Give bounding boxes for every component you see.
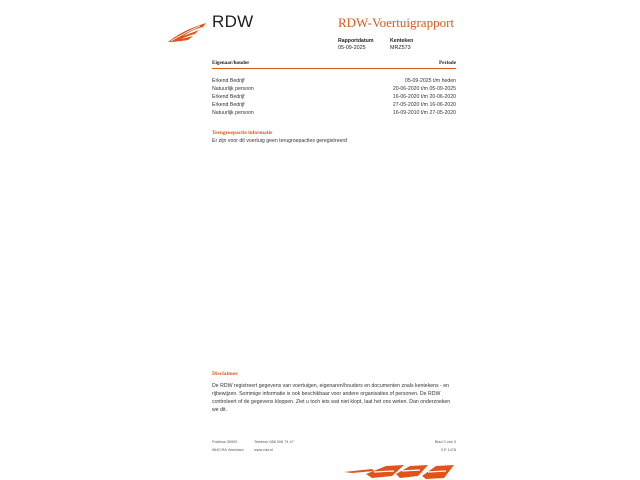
- report-title: RDW-Voertuigrapport: [338, 15, 455, 30]
- table-row: [212, 93, 456, 101]
- holder-cell: Natuurlijk persoon: [212, 86, 254, 92]
- table-row: [212, 77, 456, 85]
- report-date-label: Rapportdatum: [338, 38, 374, 44]
- footer-website: www.rdw.nl: [254, 448, 273, 452]
- report-date-value: 05-09-2025: [338, 45, 366, 51]
- ownership-table-header: [212, 60, 456, 69]
- column-header-holder: Eigenaar/houder: [212, 60, 250, 66]
- footer-document-code: 3 E 1478: [440, 448, 456, 452]
- table-row: [212, 109, 456, 117]
- footer-page-number: Blad 3 van 3: [434, 440, 456, 444]
- period-cell: 16-09-2010 t/m 27-05-2020: [392, 110, 456, 116]
- holder-cell: Erkend Bedrijf: [212, 78, 245, 84]
- holder-cell: Erkend Bedrijf: [212, 102, 245, 108]
- period-cell: 27-05-2020 t/m 16-06-2020: [392, 102, 456, 108]
- footer-stripes-decoration: [344, 462, 464, 480]
- period-cell: 05-09-2025 t/m heden: [404, 78, 456, 84]
- footer-phone: Telefoon 088 008 74 47: [254, 440, 294, 444]
- footer-postbus: Postbus 30000: [212, 440, 238, 444]
- disclaimer-text: De RDW registreert gegevens van voertuigen, eigenaren/houders en documenten zoals kentekens - en rijbewijzen. Sommige informatie is ook beschikbaar voor andere organisaties of personen. De RDW controleert of de gegevens kloppen. Ziet u toch iets wat niet klopt, laat het ons weten. Dan onderzoeken we dit.: [212, 383, 451, 413]
- recall-text: Er zijn voor dit voertuig geen terugroepacties geregistreerd: [212, 138, 347, 144]
- footer-city: 9640 RA Veendam: [212, 448, 244, 452]
- holder-cell: Natuurlijk persoon: [212, 110, 254, 116]
- period-cell: 20-06-2020 t/m 05-09-2025: [392, 86, 456, 92]
- license-plate-value: MRZ573: [390, 45, 411, 51]
- table-row: [212, 85, 456, 93]
- recall-heading: Terugroepactie informatie: [212, 130, 273, 136]
- holder-cell: Erkend Bedrijf: [212, 94, 245, 100]
- column-header-period: Periode: [439, 60, 456, 66]
- period-cell: 16-06-2020 t/m 20-06-2020: [392, 94, 456, 100]
- disclaimer-heading: Disclaimer: [212, 371, 238, 377]
- license-plate-label: Kenteken: [390, 38, 414, 44]
- table-row: [212, 101, 456, 109]
- rdw-logo-icon: [166, 20, 208, 44]
- brand-name: RDW: [212, 12, 254, 31]
- ownership-table: [212, 60, 456, 117]
